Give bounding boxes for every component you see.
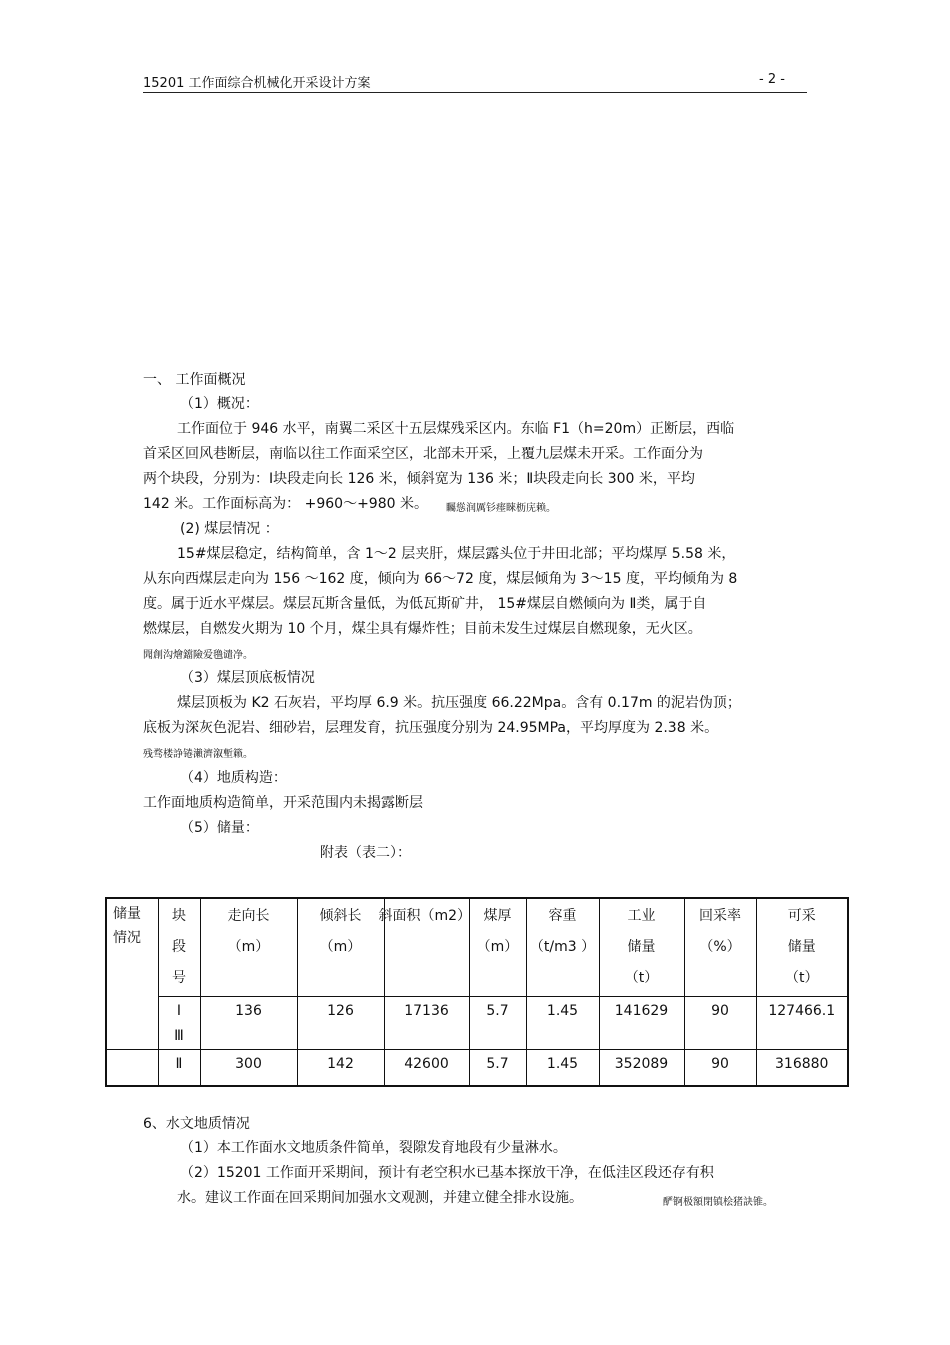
header-industrial <box>599 898 684 996</box>
header-recovery-line: （%） <box>699 939 741 955</box>
header-rule <box>143 92 807 93</box>
row2-block: Ⅱ <box>158 1049 200 1086</box>
header-dip <box>297 898 384 996</box>
row2-empty <box>106 1049 158 1086</box>
s4-line: 工作面地质构造简单，开采范围内未揭露断层 <box>143 795 423 811</box>
s1-line-4: 142 米。工作面标高为： +960～+980 米。 <box>143 496 428 512</box>
header-block <box>158 898 200 996</box>
header-area <box>378 898 472 996</box>
row1-density: 1.45 <box>526 996 599 1049</box>
header-block-line: 段 <box>172 939 186 955</box>
page-number: - 2 - <box>759 72 785 87</box>
header-recovery-line: 回采率 <box>699 908 741 924</box>
header-block-line: 号 <box>172 970 186 986</box>
row1-dip: 126 <box>297 996 384 1049</box>
s2-noise: 聞創沟燴鐺險爱氇谴净。 <box>143 650 253 661</box>
row2-recoverable: 316880 <box>756 1049 848 1086</box>
row2-recovery: 90 <box>684 1049 756 1086</box>
header-recoverable-line: 储量 <box>787 939 816 955</box>
s1-line-1: 工作面位于 946 水平，南翼二采区十五层煤残采区内。东临 F1（h=20m）正断层，西临 <box>177 421 735 437</box>
header-dip-line: （m） <box>319 939 362 955</box>
row2-thickness: 5.7 <box>469 1049 526 1086</box>
row1-strike: 136 <box>200 996 297 1049</box>
header-recoverable <box>756 898 848 996</box>
header-strike-line: 走向长 <box>227 908 270 924</box>
s1-line-3: 两个块段，分别为：Ⅰ块段走向长 126 米，倾斜宽为 136 米；Ⅱ块段走向长 300 米，平均 <box>143 471 695 487</box>
header-recovery <box>684 898 756 996</box>
s3-noise: 残骛楼諍锩瀨濟溆塹籟。 <box>143 749 253 760</box>
table-row <box>106 1049 848 1086</box>
s6-line-1: （1）本工作面水文地质条件简单，裂隙发育地段有少量淋水。 <box>180 1140 567 1156</box>
row1-area: 17136 <box>384 996 469 1049</box>
s2-line-1: 15#煤层稳定，结构简单，含 1～2 层夹肝，煤层露头位于井田北部；平均煤厚 5.58 米， <box>177 546 736 562</box>
s2-line-3: 度。属于近水平煤层。煤层瓦斯含量低，为低瓦斯矿井， 15#煤层自燃倾向为 Ⅱ类，属于自 <box>143 596 707 612</box>
row2-dip: 142 <box>297 1049 384 1086</box>
s3-line-2: 底板为深灰色泥岩、细砂岩，层理发育，抗压强度分别为 24.95MPa，平均厚度为 2.38 米。 <box>143 720 719 736</box>
s2-line-2: 从东向西煤层走向为 156 ～162 度，倾向为 66～72 度，煤层倾角为 3～15 度，平均倾角为 8 <box>143 571 738 587</box>
reserves-table <box>105 897 849 1087</box>
row1-thickness: 5.7 <box>469 996 526 1049</box>
row1-block-line: Ⅲ <box>174 1027 184 1044</box>
table-row <box>106 996 848 1049</box>
header-thickness <box>469 898 526 996</box>
s1-noise: 矚慫润厲钐瘗睞枥庑赖。 <box>446 503 556 514</box>
header-thickness-line: 煤厚 <box>483 908 512 924</box>
row1-block <box>158 996 200 1049</box>
s2-line-4: 燃煤层，自燃发火期为 10 个月，煤尘具有爆炸性；目前未发生过煤层自燃现象，无火区。 <box>143 621 702 637</box>
header-area-line: 斜面积（m2） <box>378 908 472 924</box>
table-caption: 附表（表二）： <box>320 845 411 861</box>
header-title: 15201 工作面综合机械化开采设计方案 <box>143 76 371 91</box>
s6-line-3: 水。建议工作面在回采期间加强水文观测，并建立健全排水设施。 <box>177 1190 583 1206</box>
row2-strike: 300 <box>200 1049 297 1086</box>
header-dip-line: 倾斜长 <box>319 908 362 924</box>
s1-title: （1）概况： <box>180 396 259 412</box>
header-industrial-line: 工业 <box>627 908 656 924</box>
row1-recoverable: 127466.1 <box>756 996 848 1049</box>
row2-density: 1.45 <box>526 1049 599 1086</box>
header-recoverable-line: 可采 <box>787 908 816 924</box>
header-industrial-line: 储量 <box>627 939 656 955</box>
header-density-line: 容重 <box>548 908 577 924</box>
section1-heading: 一、 工作面概况 <box>143 372 246 388</box>
header-density-line: （t/m3 ） <box>529 939 596 955</box>
s1-line-2: 首采区回风巷断层，南临以往工作面采空区，北部未开采，上覆九层煤未开采。工作面分为 <box>143 446 703 462</box>
row2-area: 42600 <box>384 1049 469 1086</box>
section6-heading: 6、水文地质情况 <box>143 1116 250 1132</box>
s2-title: (2) 煤层情况 ： <box>180 521 279 537</box>
header-density <box>526 898 599 996</box>
table-corner-label: 储量情况 <box>113 906 141 946</box>
s6-noise: 酽锕极額閉镇桧猪訣锥。 <box>663 1197 773 1208</box>
s6-line-2: （2）15201 工作面开采期间，预计有老空积水已基本探放干净，在低洼区段还存有积 <box>180 1165 714 1181</box>
table-corner-cell <box>106 898 158 1049</box>
s3-line-1: 煤层顶板为 K2 石灰岩，平均厚 6.9 米。抗压强度 66.22Mpa。含有 0.17m 的泥岩伪顶； <box>177 695 741 711</box>
s4-title: （4）地质构造： <box>180 770 287 786</box>
header-industrial-line: （t） <box>624 970 659 986</box>
header-strike-line: （m） <box>227 939 270 955</box>
s5-title: （5）储量： <box>180 820 259 836</box>
header-block-line: 块 <box>172 908 186 924</box>
header-strike <box>200 898 297 996</box>
row1-industrial: 141629 <box>599 996 684 1049</box>
row1-recovery: 90 <box>684 996 756 1049</box>
row1-block-line: Ⅰ <box>176 1002 182 1019</box>
s3-title: （3）煤层顶底板情况 <box>180 670 315 686</box>
header-thickness-line: （m） <box>476 939 519 955</box>
header-recoverable-line: （t） <box>785 970 819 986</box>
row2-industrial: 352089 <box>599 1049 684 1086</box>
